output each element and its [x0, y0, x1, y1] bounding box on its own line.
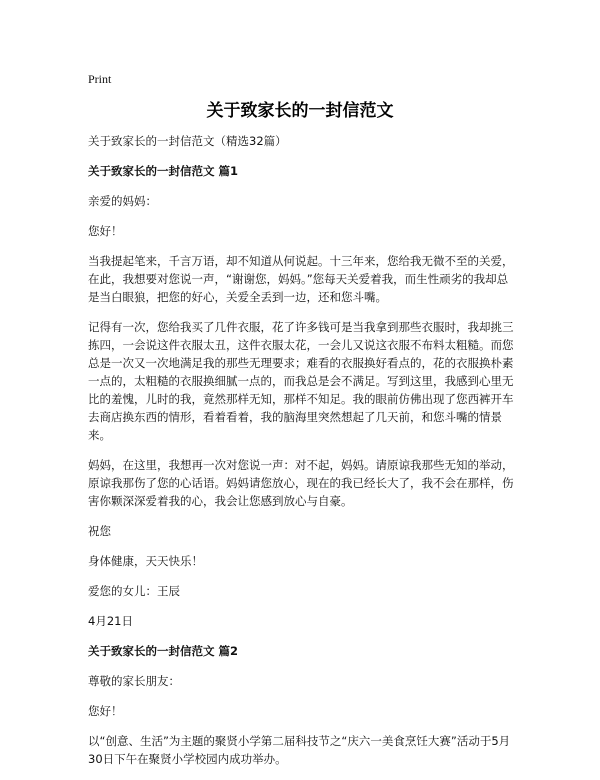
closing-wish: 祝您: [88, 524, 111, 538]
salutation: 尊敬的家长朋友：: [88, 674, 180, 688]
page-title: 关于致家长的一封信范文: [206, 101, 394, 121]
section-heading: 关于致家长的一封信范文 篇1: [88, 164, 239, 178]
closing-wish-line: 身体健康，天天快乐！: [88, 554, 203, 568]
greeting: 您好！: [88, 704, 123, 718]
article-body: [88, 132, 518, 780]
body-paragraph: 当我提起笔来，千言万语，却不知道从何说起。十三年来，您给我无微不至的关爱，在此，我想要对您说一声，“谢谢您，妈妈。”您每天关爱着我，而生性顽劣的我却总是当白眼狼，把您的好心，关爱全丢到一边，还和您斗嘴。: [88, 254, 514, 304]
article-subtitle: 关于致家长的一封信范文（精选32篇）: [88, 134, 287, 148]
salutation: 亲爱的妈妈：: [88, 194, 157, 208]
greeting: 您好！: [88, 224, 123, 238]
print-link[interactable]: Print: [88, 72, 112, 86]
signature: 爱您的女儿：王辰: [88, 584, 180, 598]
body-paragraph: 妈妈，在这里，我想再一次对您说一声：对不起，妈妈。请原谅我那些无知的举动，原谅我那伤了您的心话语。妈妈请您放心，现在的我已经长大了，我不会在那样，伤害你颗深深爱着我的心，我会让您感到放心与自豪。: [88, 458, 514, 508]
body-paragraph: 以“创意、生活”为主题的聚贤小学第二届科技节之“庆六一美食烹饪大赛”活动于5月30日下午在聚贤小学校园内成功举办。: [88, 734, 511, 766]
section-heading: 关于致家长的一封信范文 篇2: [88, 644, 239, 658]
body-paragraph: 记得有一次，您给我买了几件衣服，花了许多钱可是当我拿到那些衣服时，我却挑三拣四，一会说这件衣服太丑，这件衣服太花，一会儿又说这衣服不布料太粗糙。而您总是一次又一次地满足我的那些无理要求；难看的衣服换好看点的，花的衣服换朴素一点的，太粗糙的衣服换细腻一点的，而我总是会不满足。写到这里，我感到心里无比的羞愧，儿时的我，竟然那样无知，那样不知足。我的眼前仿佛出现了您西裤开车去商店换东西的情形，看着看着，我的脑海里突然想起了几天前，和您斗嘴的情景来。: [88, 320, 514, 442]
letter-date: 4月21日: [88, 614, 133, 628]
